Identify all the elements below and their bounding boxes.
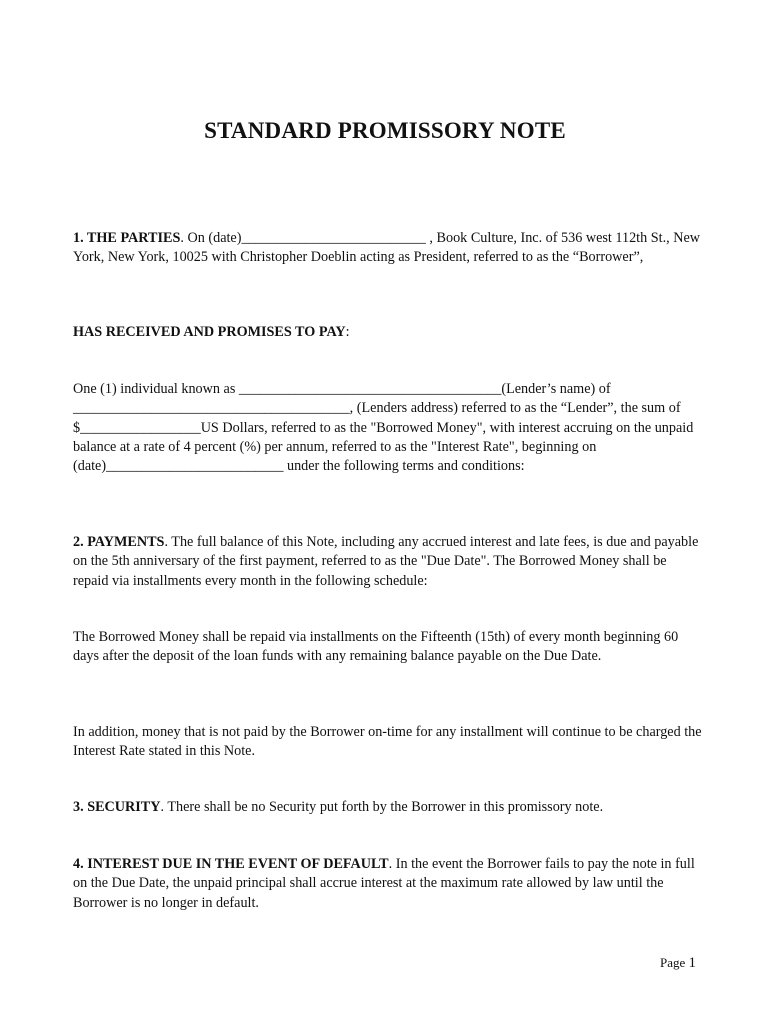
security-heading: 3. SECURITY <box>73 799 161 815</box>
received-text: : <box>345 324 350 340</box>
received-heading: HAS RECEIVED AND PROMISES TO PAY <box>73 324 346 340</box>
payments-paragraph <box>73 533 703 591</box>
payments-text: . The full balance of this Note, including any accrued interest and late fees, is due and payable on the 5th anniversary of the first payment, referred to as the "Due Date". The Borrowed Money shall be repaid via installments every month in the following schedule: <box>73 534 699 589</box>
interest-default-text: . In the event the Borrower fails to pay the note in full on the Due Date, the unpaid principal shall accrue interest at the maximum rate allowed by law until the Borrower is no longer in default. <box>73 856 695 911</box>
page-number <box>660 955 696 972</box>
parties-text: . On (date)__________________________ , Book Culture, Inc. of 536 west 112th St., New York, New York, 10025 with Christopher Doeblin acting as President, referred to as the “Borrower”, <box>73 230 701 266</box>
parties-paragraph <box>73 229 703 268</box>
document-title: STANDARD PROMISSORY NOTE <box>204 118 566 143</box>
payments-heading: 2. PAYMENTS <box>73 534 165 550</box>
installments-paragraph: The Borrowed Money shall be repaid via installments on the Fifteenth (15th) of every month beginning 60 days after the deposit of the loan funds with any remaining balance payable on the Due Date. <box>73 629 679 665</box>
security-paragraph <box>73 798 703 817</box>
parties-heading: 1. THE PARTIES <box>73 230 181 246</box>
received-paragraph <box>73 323 703 342</box>
page-label: Page <box>659 955 686 970</box>
lender-paragraph: One (1) individual known as _____________________________________(Lender’s name) of _______________________________________, (Lenders address) referred to as the “Lender”, the sum of $_________________US Dollars, referred to as the "Borrowed Money", with interest accruing on the unpaid balance at a rate of 4 percent (%) per annum, referred to as the "Interest Rate", beginning on (date)_________________________ under the following terms and conditions: <box>73 381 694 475</box>
page-number-value: 1 <box>688 955 696 971</box>
addition-paragraph: In addition, money that is not paid by the Borrower on-time for any installment will continue to be charged the Interest Rate stated in this Note. <box>73 724 702 760</box>
security-text: . There shall be no Security put forth by the Borrower in this promissory note. <box>160 799 604 815</box>
interest-default-heading: 4. INTEREST DUE IN THE EVENT OF DEFAULT <box>73 856 389 872</box>
interest-default-paragraph <box>73 855 703 913</box>
